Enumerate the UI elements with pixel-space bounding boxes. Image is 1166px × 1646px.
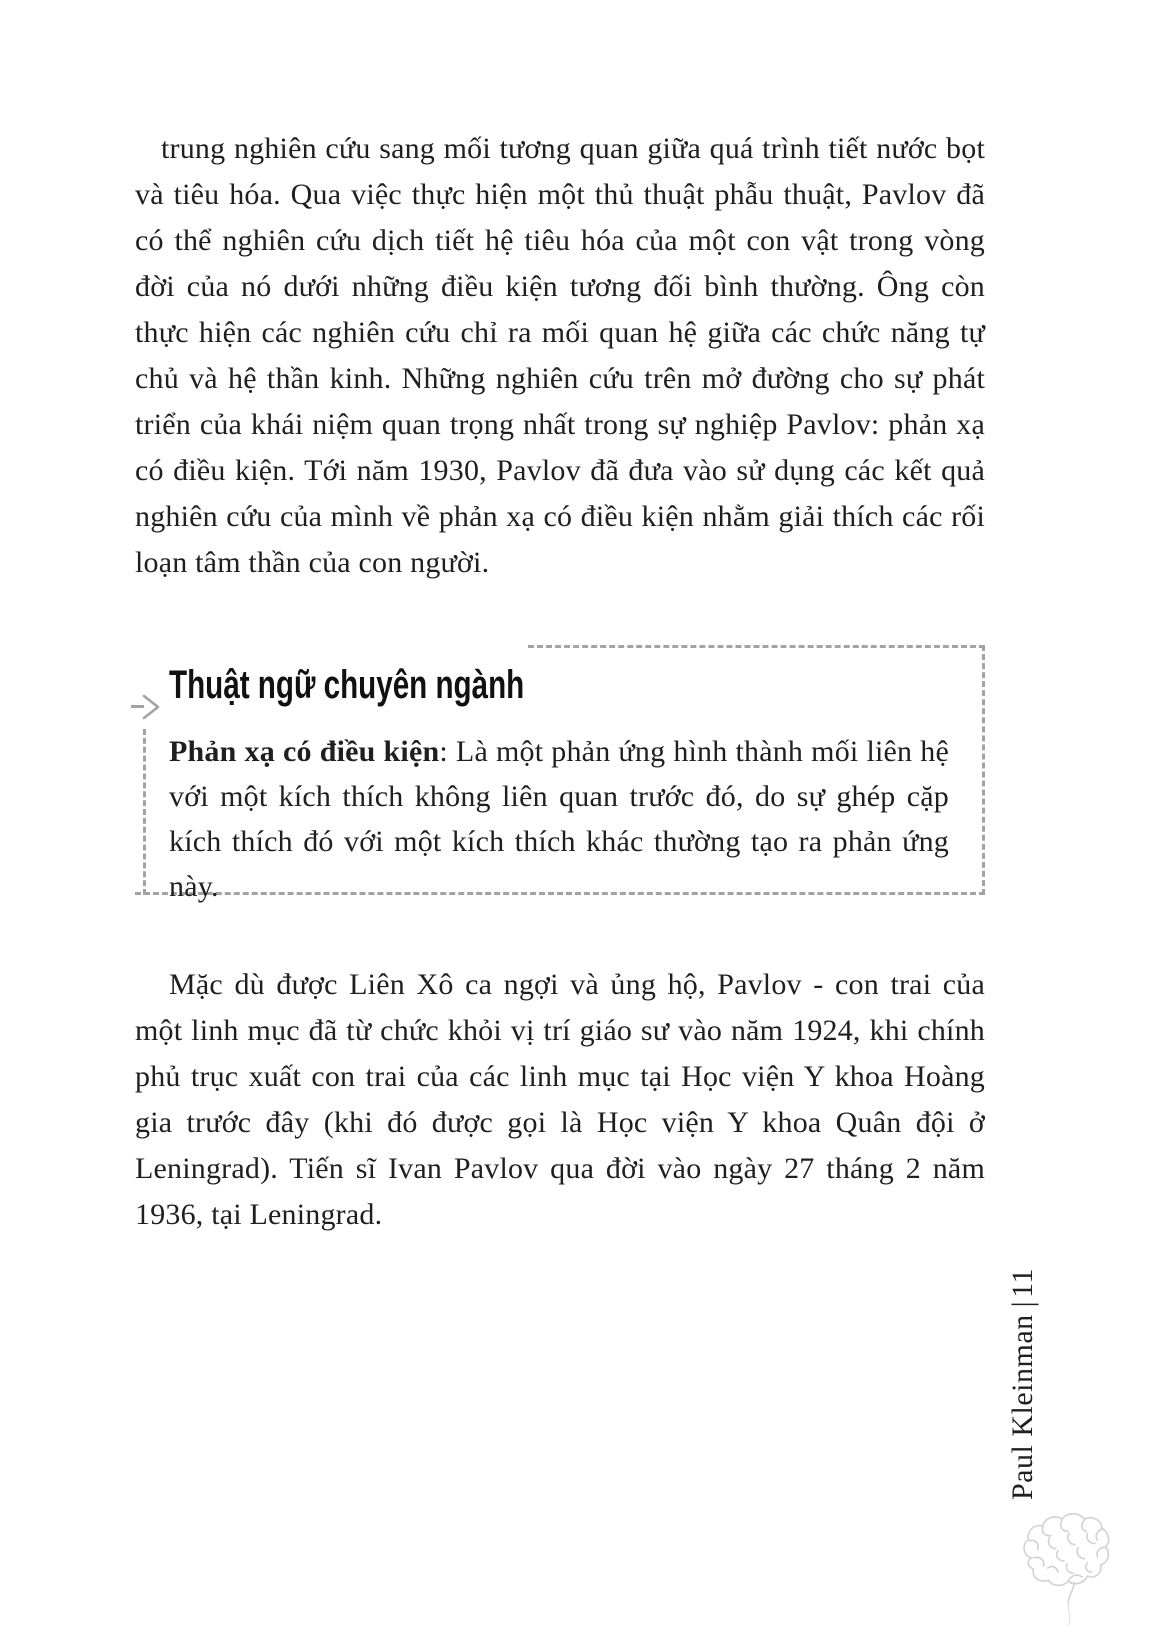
chevron-right-icon bbox=[141, 693, 165, 721]
author-name: Paul Kleinman bbox=[1006, 1314, 1039, 1500]
termbox-border-left bbox=[143, 729, 146, 895]
termbox-heading: Thuật ngữ chuyên ngành bbox=[169, 663, 525, 707]
paragraph-pavlov-death: Mặc dù được Liên Xô ca ngợi và ủng hộ, Pavlov - con trai của một linh mục đã từ chức khỏi vị trí giáo sư vào năm 1924, khi chính phủ trục xuất con trai của các linh mục tại Học viện Y khoa Hoàng gia trước đây (khi đó được gọi là Học viện Y khoa Quân đội ở Leningrad). Tiến sĩ Ivan Pavlov qua đời vào ngày 27 tháng 2 năm 1936, tại Leningrad. bbox=[135, 968, 985, 1231]
brain-icon bbox=[1016, 1510, 1110, 1626]
page-number: 11 bbox=[1006, 1267, 1039, 1298]
term-label: Phản xạ có điều kiện bbox=[169, 735, 440, 768]
termbox-border-top bbox=[528, 645, 985, 648]
terminology-box bbox=[135, 645, 985, 903]
paragraph-pavlov-research: trung nghiên cứu sang mối tương quan giữa quá trình tiết nước bọt và tiêu hóa. Qua việc thực hiện một thủ thuật phẫu thuật, Pavlov đã có thể nghiên cứu dịch tiết hệ tiêu hóa của một con vật trong vòng đời của nó dưới những điều kiện tương đối bình thường. Ông còn thực hiện các nghiên cứu chỉ ra mối quan hệ giữa các chức năng tự chủ và hệ thần kinh. Những nghiên cứu trên mở đường cho sự phát triển của khái niệm quan trọng nhất trong sự nghiệp Pavlov: phản xạ có điều kiện. Tới năm 1930, Pavlov đã đưa vào sử dụng các kết quả nghiên cứu của mình về phản xạ có điều kiện nhằm giải thích các rối loạn tâm thần của con người. bbox=[135, 132, 985, 579]
termbox-border-right bbox=[982, 645, 985, 895]
term-definition-text: : Là một phản ứng hình thành mối liên hệ với một kích thích không liên quan trước đó, do sự ghép cặp kích thích đó với một kích thích khác thường tạo ra phản ứng này. bbox=[169, 735, 949, 903]
termbox-definition bbox=[169, 729, 949, 909]
page-margin-footer bbox=[1002, 1268, 1044, 1500]
footer-separator-bar: | bbox=[1006, 1300, 1039, 1308]
